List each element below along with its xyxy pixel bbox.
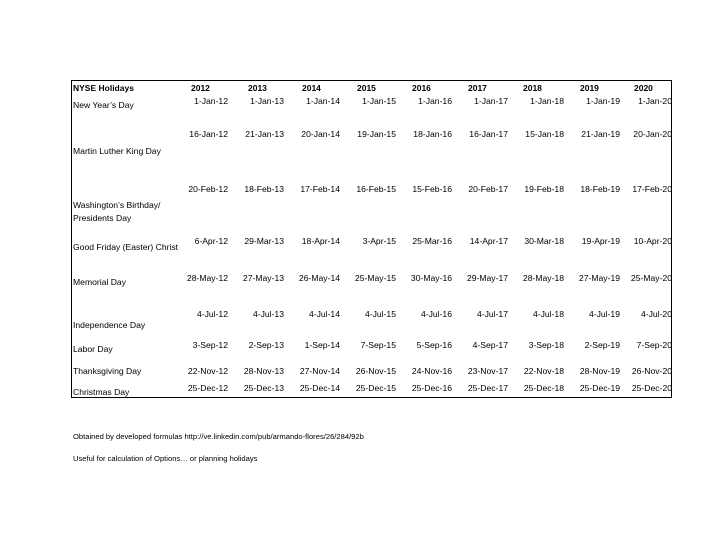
holiday-label: Good Friday (Easter) Christ: [73, 242, 179, 252]
holiday-date-cell: 1-Jan-13: [250, 96, 284, 106]
year-header-2013: 2013: [248, 83, 267, 93]
holiday-date-cell: 20-Jan-14: [301, 129, 340, 139]
holiday-date-cell: 7-Sep-20: [636, 340, 672, 350]
source-note: Obtained by developed formulas http://ve.linkedin.com/pub/armando-flores/26/284/92b: [73, 432, 364, 441]
holiday-date-cell: 25-May-15: [354, 273, 396, 283]
holiday-date-cell: 25-Dec-13: [243, 383, 284, 393]
holiday-date-cell: 29-Mar-13: [244, 236, 284, 246]
holiday-date-cell: 28-Nov-13: [243, 366, 284, 376]
holiday-date-cell: 4-Jul-19: [588, 309, 620, 319]
holiday-date-cell: 18-Feb-19: [580, 184, 620, 194]
holiday-date-cell: 17-Feb-14: [300, 184, 340, 194]
holiday-date-cell: 4-Jul-14: [308, 309, 340, 319]
year-header-2019: 2019: [580, 83, 599, 93]
holiday-label: Independence Day: [73, 320, 146, 330]
holiday-date-cell: 2-Sep-13: [248, 340, 284, 350]
holiday-date-cell: 27-Nov-14: [299, 366, 340, 376]
holiday-date-cell: 22-Nov-12: [187, 366, 228, 376]
holiday-date-cell: 20-Feb-17: [468, 184, 508, 194]
holiday-date-cell: 4-Sep-17: [472, 340, 508, 350]
holiday-date-cell: 27-May-19: [578, 273, 620, 283]
holiday-date-cell: 1-Sep-14: [304, 340, 340, 350]
holiday-date-cell: 20-Jan-20: [633, 129, 672, 139]
holiday-date-cell: 21-Jan-13: [245, 129, 284, 139]
holiday-date-cell: 30-May-16: [410, 273, 452, 283]
holiday-date-cell: 1-Jan-20: [638, 96, 672, 106]
year-header-2016: 2016: [412, 83, 431, 93]
holiday-date-cell: 3-Sep-18: [528, 340, 564, 350]
holiday-date-cell: 16-Feb-15: [356, 184, 396, 194]
holiday-date-cell: 3-Apr-15: [362, 236, 396, 246]
holiday-date-cell: 4-Jul-12: [196, 309, 228, 319]
holiday-date-cell: 25-Dec-17: [467, 383, 508, 393]
holiday-date-cell: 4-Jul-15: [364, 309, 396, 319]
holiday-label: Martin Luther King Day: [73, 146, 161, 156]
holiday-label: Washington’s Birthday/ Presidents Day: [73, 200, 161, 223]
holiday-date-cell: 18-Feb-13: [244, 184, 284, 194]
holiday-date-cell: 1-Jan-14: [306, 96, 340, 106]
holiday-date-cell: 17-Feb-20: [632, 184, 672, 194]
holiday-date-cell: 25-Dec-14: [299, 383, 340, 393]
holiday-date-cell: 1-Jan-19: [586, 96, 620, 106]
holiday-date-cell: 7-Sep-15: [360, 340, 396, 350]
holiday-date-cell: 21-Jan-19: [581, 129, 620, 139]
holiday-date-cell: 16-Jan-12: [189, 129, 228, 139]
holiday-date-cell: 25-Dec-19: [579, 383, 620, 393]
holiday-date-cell: 22-Nov-18: [523, 366, 564, 376]
holiday-label: Thanksgiving Day: [73, 366, 142, 376]
holiday-date-cell: 25-Dec-15: [355, 383, 396, 393]
holiday-date-cell: 4-Jul-16: [420, 309, 452, 319]
holiday-date-cell: 1-Jan-16: [418, 96, 452, 106]
holiday-date-cell: 20-Feb-12: [188, 184, 228, 194]
holiday-date-cell: 27-May-13: [242, 273, 284, 283]
holiday-date-cell: 18-Jan-16: [413, 129, 452, 139]
holiday-date-cell: 15-Feb-16: [412, 184, 452, 194]
year-header-2015: 2015: [357, 83, 376, 93]
holiday-date-cell: 1-Jan-17: [474, 96, 508, 106]
holiday-date-cell: 6-Apr-12: [194, 236, 228, 246]
year-header-2014: 2014: [302, 83, 321, 93]
holiday-date-cell: 1-Jan-18: [530, 96, 564, 106]
holiday-date-cell: 24-Nov-16: [411, 366, 452, 376]
usage-note: Useful for calculation of Options… or planning holidays: [73, 454, 258, 463]
holiday-date-cell: 4-Jul-17: [476, 309, 508, 319]
holiday-label: Labor Day: [73, 344, 113, 354]
year-header-2020: 2020: [634, 83, 653, 93]
holiday-label: New Year’s Day: [73, 100, 134, 110]
year-header-2012: 2012: [191, 83, 210, 93]
holiday-date-cell: 5-Sep-16: [416, 340, 452, 350]
holiday-date-cell: 26-Nov-15: [355, 366, 396, 376]
holiday-date-cell: 25-Dec-16: [411, 383, 452, 393]
holiday-date-cell: 26-May-14: [298, 273, 340, 283]
holiday-date-cell: 3-Sep-12: [192, 340, 228, 350]
holiday-date-cell: 14-Apr-17: [469, 236, 508, 246]
holiday-date-cell: 29-May-17: [466, 273, 508, 283]
holiday-date-cell: 1-Jan-12: [194, 96, 228, 106]
holiday-date-cell: 25-Dec-18: [523, 383, 564, 393]
holiday-date-cell: 30-Mar-18: [524, 236, 564, 246]
holiday-label: Christmas Day: [73, 387, 130, 397]
holiday-date-cell: 25-Dec-12: [187, 383, 228, 393]
holiday-date-cell: 19-Feb-18: [524, 184, 564, 194]
holiday-date-cell: 2-Sep-19: [584, 340, 620, 350]
year-header-2018: 2018: [523, 83, 542, 93]
holiday-date-cell: 26-Nov-20: [631, 366, 672, 376]
year-header-2017: 2017: [468, 83, 487, 93]
holiday-date-cell: 18-Apr-14: [301, 236, 340, 246]
table-header-title: NYSE Holidays: [73, 83, 134, 93]
holiday-date-cell: 4-Jul-20: [640, 309, 672, 319]
holiday-date-cell: 23-Nov-17: [467, 366, 508, 376]
holiday-date-cell: 4-Jul-13: [252, 309, 284, 319]
holiday-date-cell: 25-Mar-16: [412, 236, 452, 246]
holiday-date-cell: 19-Apr-19: [581, 236, 620, 246]
holiday-date-cell: 16-Jan-17: [469, 129, 508, 139]
holiday-date-cell: 15-Jan-18: [525, 129, 564, 139]
holiday-date-cell: 4-Jul-18: [532, 309, 564, 319]
holiday-date-cell: 19-Jan-15: [357, 129, 396, 139]
holiday-date-cell: 1-Jan-15: [362, 96, 396, 106]
holiday-date-cell: 10-Apr-20: [633, 236, 672, 246]
holiday-date-cell: 28-May-18: [522, 273, 564, 283]
holiday-label: Memorial Day: [73, 277, 127, 287]
holiday-date-cell: 28-May-12: [186, 273, 228, 283]
holiday-date-cell: 28-Nov-19: [579, 366, 620, 376]
holiday-date-cell: 25-May-20: [630, 273, 672, 283]
holiday-date-cell: 25-Dec-20: [631, 383, 672, 393]
